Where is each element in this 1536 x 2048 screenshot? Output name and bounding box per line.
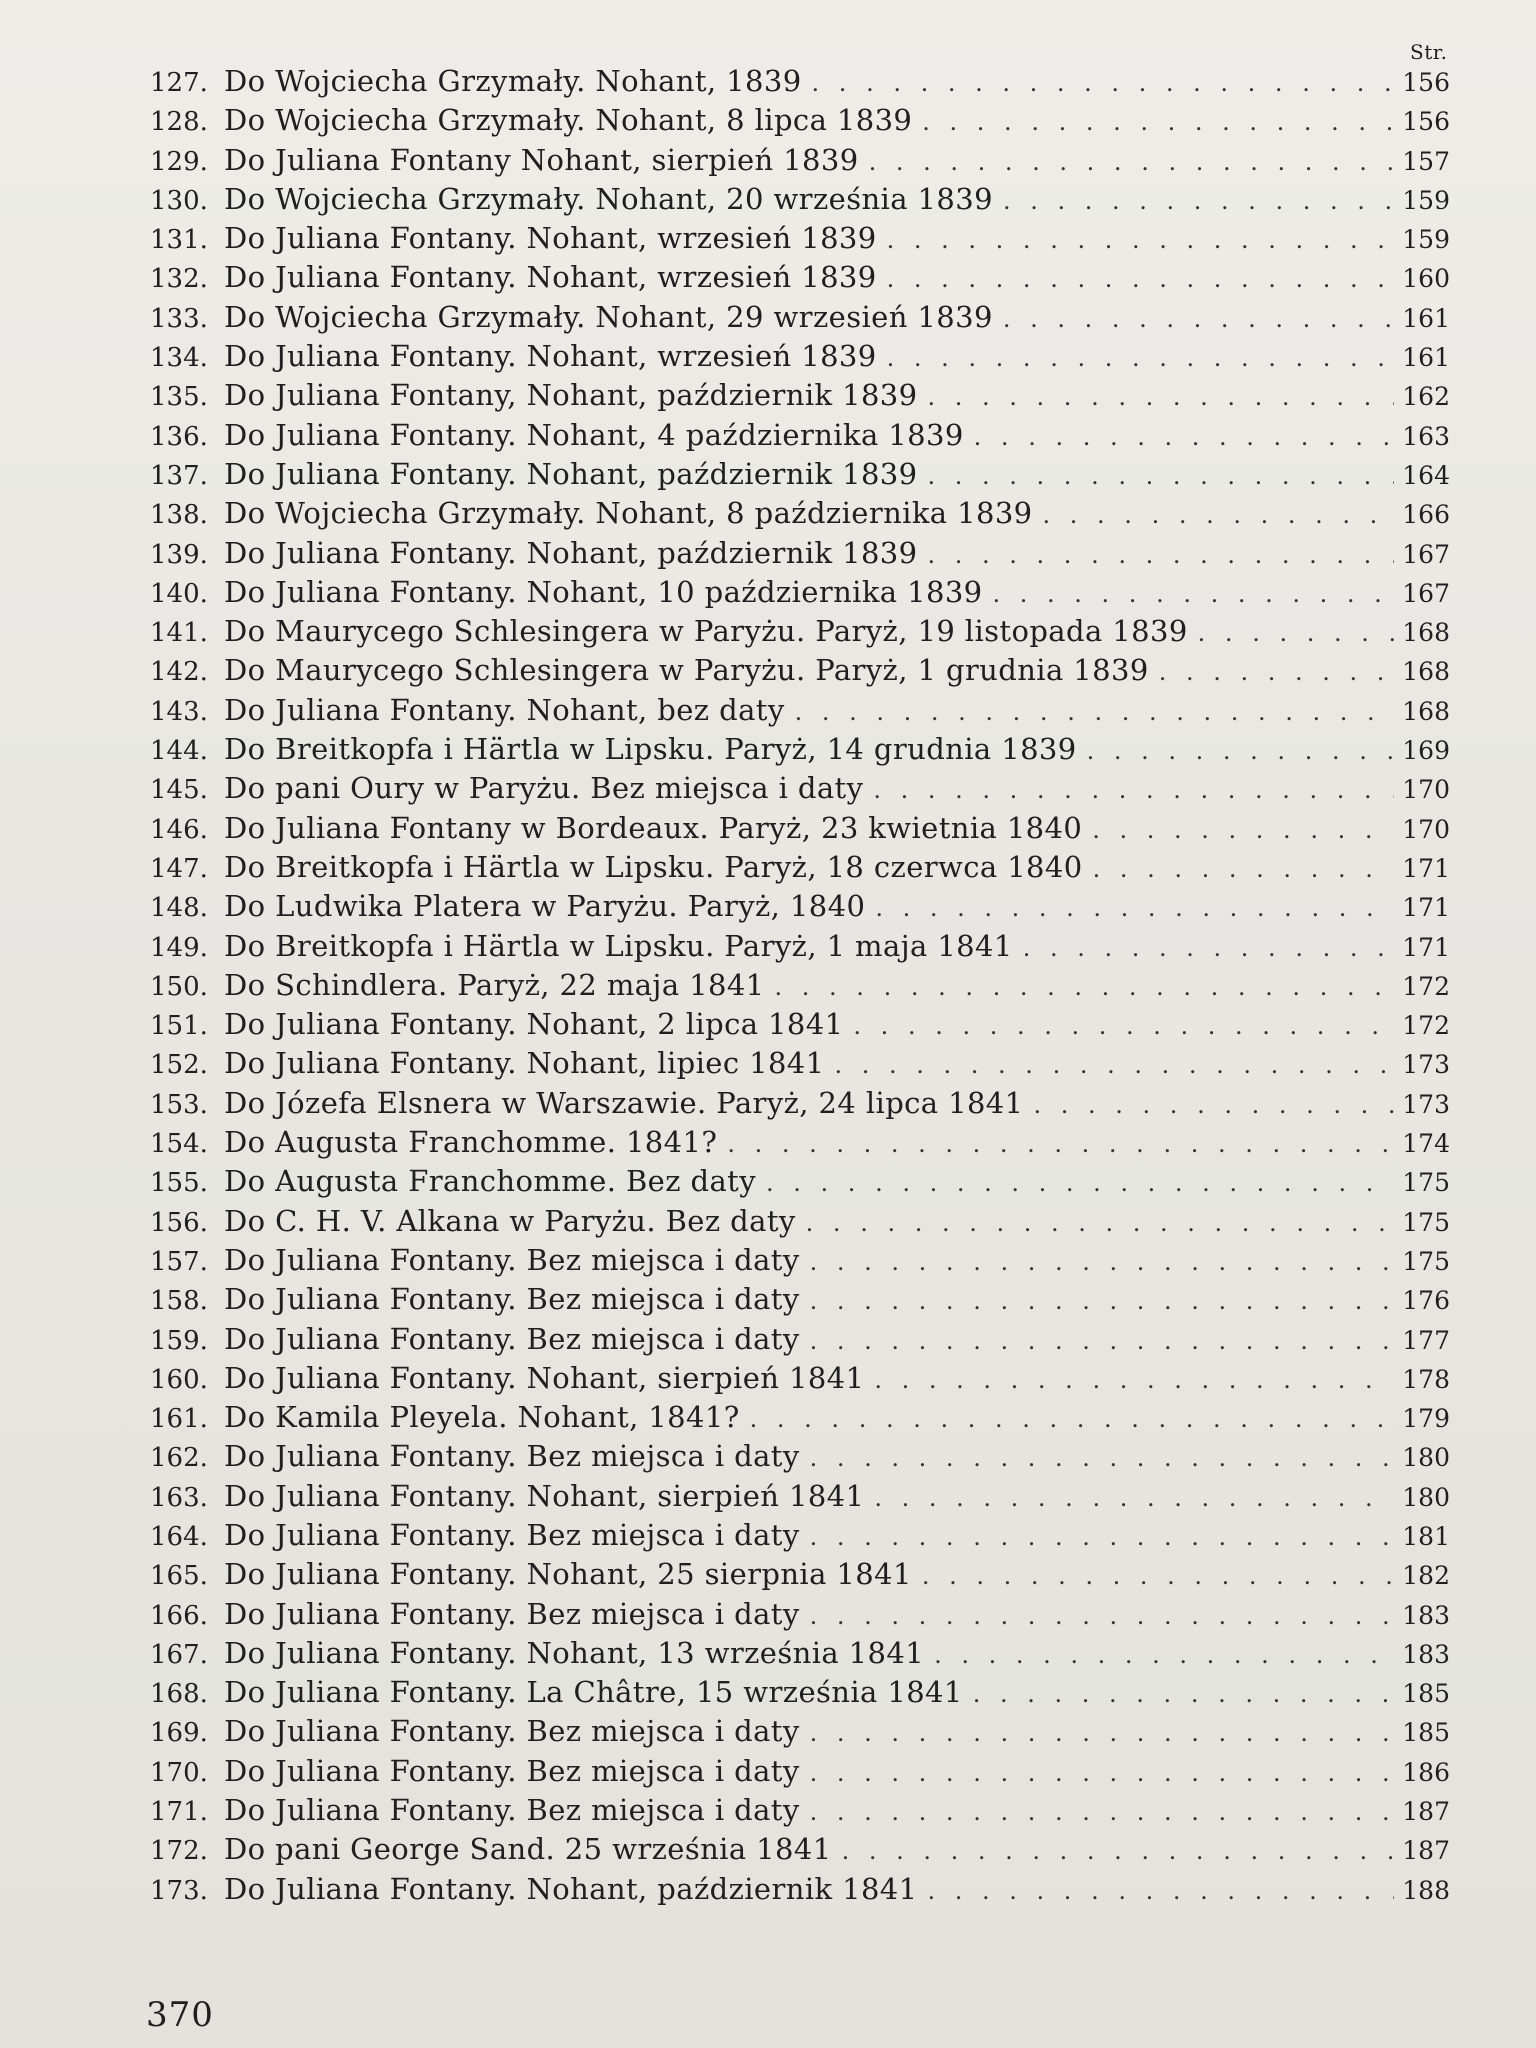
- entry-number: 162.: [150, 1443, 208, 1474]
- toc-entry: [150, 258, 1450, 297]
- entry-number: 132.: [150, 264, 208, 295]
- toc-entry: [150, 376, 1450, 415]
- entry-number: 141.: [150, 618, 208, 649]
- entry-page: 175: [1402, 1246, 1450, 1276]
- dot-leader: [922, 1557, 1394, 1594]
- toc-entry: [150, 1712, 1450, 1751]
- entry-title: Do Juliana Fontany. Nohant, 4 października 1839: [224, 417, 964, 452]
- toc-entry: [150, 494, 1450, 533]
- entry-page: 171: [1402, 932, 1450, 962]
- entry-page: 178: [1402, 1364, 1450, 1394]
- entry-title: Do Juliana Fontany. Bez miejsca i daty: [224, 1753, 800, 1788]
- toc-entry: [150, 1555, 1450, 1594]
- entry-page: 185: [1402, 1679, 1450, 1709]
- dot-leader: [750, 1400, 1394, 1437]
- entry-number: 153.: [150, 1089, 208, 1120]
- dot-leader: [1198, 614, 1394, 651]
- toc-entry: [150, 809, 1450, 848]
- toc-entry: [150, 1634, 1450, 1673]
- entry-number: 143.: [150, 696, 208, 727]
- dot-leader: [835, 1046, 1395, 1083]
- dot-leader: [812, 64, 1394, 101]
- entry-page: 176: [1402, 1286, 1450, 1316]
- entry-title: Do Juliana Fontany. Bez miejsca i daty: [224, 1439, 800, 1474]
- entry-title: Do pani Oury w Paryżu. Bez miejsca i daty: [224, 771, 864, 806]
- entry-page: 183: [1402, 1600, 1450, 1630]
- page-number: 370: [146, 1995, 214, 2035]
- dot-leader: [922, 103, 1394, 140]
- dot-leader: [810, 1518, 1394, 1555]
- entry-number: 131.: [150, 225, 208, 256]
- entry-page: 175: [1402, 1207, 1450, 1237]
- dot-leader: [1093, 850, 1394, 887]
- entry-title: Do Wojciecha Grzymały. Nohant, 1839: [224, 64, 802, 98]
- dot-leader: [727, 1125, 1394, 1162]
- entry-number: 159.: [150, 1325, 208, 1356]
- entry-number: 156.: [150, 1207, 208, 1238]
- entry-number: 150.: [150, 971, 208, 1002]
- toc-entry: [150, 1437, 1450, 1476]
- entry-page: 170: [1402, 814, 1450, 844]
- entry-number: 139.: [150, 539, 208, 570]
- toc-entry: [150, 298, 1450, 337]
- entry-title: Do Juliana Fontany. Bez miejsca i daty: [224, 1242, 800, 1277]
- entry-number: 158.: [150, 1286, 208, 1317]
- entry-page: 164: [1402, 460, 1450, 490]
- entry-number: 155.: [150, 1168, 208, 1199]
- entry-page: 179: [1402, 1404, 1450, 1434]
- toc-entry: [150, 1752, 1450, 1791]
- entry-number: 142.: [150, 657, 208, 688]
- entry-title: Do Wojciecha Grzymały. Nohant, 20 września 1839: [224, 181, 993, 216]
- entry-number: 136.: [150, 421, 208, 452]
- toc-entry: [150, 1005, 1450, 1044]
- entry-number: 163.: [150, 1482, 208, 1513]
- entry-page: 168: [1402, 657, 1450, 687]
- entry-title: Do Augusta Franchomme. Bez daty: [224, 1164, 757, 1199]
- dot-leader: [875, 889, 1394, 926]
- entry-page: 159: [1402, 185, 1450, 215]
- entry-number: 169.: [150, 1718, 208, 1749]
- entry-page: 162: [1402, 382, 1450, 412]
- dot-leader: [853, 1007, 1394, 1044]
- dot-leader: [795, 693, 1394, 730]
- dot-leader: [974, 418, 1394, 455]
- entry-title: Do Juliana Fontany. Nohant, 2 lipca 1841: [224, 1007, 844, 1042]
- entry-page: 170: [1402, 775, 1450, 805]
- entry-number: 164.: [150, 1521, 208, 1552]
- entry-title: Do Juliana Fontany. Nohant, 25 sierpnia 1841: [224, 1557, 912, 1592]
- dot-leader: [874, 1361, 1394, 1398]
- entry-number: 128.: [150, 107, 208, 138]
- entry-number: 172.: [150, 1836, 208, 1867]
- entry-number: 167.: [150, 1639, 208, 1670]
- entry-number: 134.: [150, 343, 208, 374]
- entry-number: 173.: [150, 1875, 208, 1906]
- toc-entry: [150, 1241, 1450, 1280]
- entry-title: Do Maurycego Schlesingera w Paryżu. Paryż, 19 listopada 1839: [224, 614, 1188, 649]
- toc-entry: [150, 62, 1450, 101]
- entry-page: 157: [1402, 146, 1450, 176]
- dot-leader: [1087, 732, 1394, 769]
- entry-page: 156: [1402, 68, 1450, 97]
- entry-page: 167: [1402, 578, 1450, 608]
- toc-entry: [150, 1084, 1450, 1123]
- entry-title: Do Juliana Fontany. Nohant, październik 1841: [224, 1871, 918, 1906]
- toc-entry: [150, 691, 1450, 730]
- toc-entry: [150, 1398, 1450, 1437]
- toc-entry: [150, 1044, 1450, 1083]
- entry-page: 160: [1402, 264, 1450, 294]
- entry-number: 166.: [150, 1600, 208, 1631]
- dot-leader: [810, 1597, 1394, 1634]
- entry-page: 169: [1402, 736, 1450, 766]
- entry-page: 159: [1402, 225, 1450, 255]
- toc-entry: [150, 927, 1450, 966]
- entry-page: 171: [1402, 853, 1450, 883]
- entry-title: Do Breitkopfa i Härtla w Lipsku. Paryż, 18 czerwca 1840: [224, 849, 1083, 884]
- entry-number: 161.: [150, 1404, 208, 1435]
- entry-page: 188: [1402, 1875, 1450, 1905]
- entry-title: Do Juliana Fontany. Bez miejsca i daty: [224, 1714, 800, 1749]
- entry-number: 146.: [150, 814, 208, 845]
- entry-title: Do Juliana Fontany. Bez miejsca i daty: [224, 1321, 800, 1356]
- entry-number: 170.: [150, 1757, 208, 1788]
- entry-title: Do Wojciecha Grzymały. Nohant, 29 wrzesień 1839: [224, 299, 993, 334]
- dot-leader: [928, 457, 1394, 494]
- entry-page: 161: [1402, 343, 1450, 373]
- entry-title: Do Wojciecha Grzymały. Nohant, 8 lipca 1839: [224, 103, 913, 138]
- toc-entry: [150, 1595, 1450, 1634]
- entry-title: Do Juliana Fontany. Nohant, wrzesień 1839: [224, 260, 877, 295]
- entry-number: 149.: [150, 932, 208, 963]
- dot-leader: [973, 1675, 1394, 1712]
- entry-title: Do Juliana Fontany, Nohant, październik 1839: [224, 378, 918, 413]
- entry-title: Do Juliana Fontany. Nohant, wrzesień 1839: [224, 339, 877, 374]
- entry-page: 156: [1402, 107, 1450, 137]
- entry-title: Do Breitkopfa i Härtla w Lipsku. Paryż, 1 maja 1841: [224, 928, 1013, 963]
- dot-leader: [810, 1243, 1394, 1280]
- entry-title: Do Schindlera. Paryż, 22 maja 1841: [224, 967, 765, 1002]
- entry-number: 127.: [150, 68, 208, 98]
- dot-leader: [1034, 1086, 1394, 1123]
- entry-title: Do Juliana Fontany. Bez miejsca i daty: [224, 1793, 800, 1828]
- toc-entry: [150, 1830, 1450, 1869]
- entry-page: 171: [1402, 893, 1450, 923]
- toc-entry: [150, 1162, 1450, 1201]
- entry-page: 174: [1402, 1129, 1450, 1159]
- entry-title: Do Augusta Franchomme. 1841?: [224, 1125, 718, 1160]
- toc-entry: [150, 455, 1450, 494]
- dot-leader: [806, 1204, 1394, 1241]
- toc-entry: [150, 848, 1450, 887]
- entry-number: 138.: [150, 500, 208, 531]
- entry-title: Do Juliana Fontany. Nohant, sierpień 1841: [224, 1360, 865, 1395]
- entry-page: 168: [1402, 696, 1450, 726]
- entry-page: 182: [1402, 1561, 1450, 1591]
- entry-page: 185: [1402, 1718, 1450, 1748]
- page-column-label: Str.: [1410, 40, 1448, 64]
- entry-title: Do Juliana Fontany. Nohant, bez daty: [224, 692, 785, 727]
- toc-entry: [150, 966, 1450, 1005]
- entry-number: 151.: [150, 1011, 208, 1042]
- dot-leader: [810, 1714, 1394, 1751]
- dot-leader: [810, 1322, 1394, 1359]
- entry-number: 130.: [150, 185, 208, 216]
- entry-number: 140.: [150, 578, 208, 609]
- entry-page: 173: [1402, 1050, 1450, 1080]
- entry-title: Do Juliana Fontany. Nohant, 13 września 1841: [224, 1635, 925, 1670]
- entry-title: Do Juliana Fontany. La Châtre, 15 września 1841: [224, 1675, 963, 1710]
- toc-entry: [150, 1870, 1450, 1909]
- toc-entry: [150, 769, 1450, 808]
- entry-title: Do Breitkopfa i Härtla w Lipsku. Paryż, 14 grudnia 1839: [224, 732, 1077, 767]
- entry-page: 187: [1402, 1836, 1450, 1866]
- entry-page: 180: [1402, 1443, 1450, 1473]
- dot-leader: [810, 1439, 1394, 1476]
- toc-entry: [150, 1477, 1450, 1516]
- dot-leader: [842, 1832, 1394, 1869]
- entry-title: Do Juliana Fontany. Nohant, 10 października 1839: [224, 574, 983, 609]
- entry-number: 157.: [150, 1246, 208, 1277]
- dot-leader: [928, 378, 1394, 415]
- entry-title: Do Kamila Pleyela. Nohant, 1841?: [224, 1400, 740, 1435]
- toc-entry: [150, 1123, 1450, 1162]
- toc-entry: [150, 1280, 1450, 1319]
- entry-title: Do Juliana Fontany w Bordeaux. Paryż, 23 kwietnia 1840: [224, 810, 1083, 845]
- entry-page: 161: [1402, 303, 1450, 333]
- entry-title: Do Juliana Fontany. Bez miejsca i daty: [224, 1282, 800, 1317]
- entry-title: Do Juliana Fontany. Nohant, wrzesień 1839: [224, 221, 877, 256]
- dot-leader: [1023, 929, 1394, 966]
- toc-entry: [150, 651, 1450, 690]
- entry-title: Do Juliana Fontany Nohant, sierpień 1839: [224, 142, 859, 177]
- entry-page: 180: [1402, 1482, 1450, 1512]
- table-of-contents: [150, 62, 1450, 1909]
- dot-leader: [887, 260, 1394, 297]
- dot-leader: [873, 771, 1394, 808]
- toc-entry: [150, 219, 1450, 258]
- entry-page: 168: [1402, 618, 1450, 648]
- entry-title: Do Ludwika Platera w Paryżu. Paryż, 1840: [224, 889, 866, 924]
- toc-entry: [150, 612, 1450, 651]
- toc-entry: [150, 1320, 1450, 1359]
- toc-entry: [150, 1791, 1450, 1830]
- dot-leader: [1003, 300, 1394, 337]
- toc-entry: [150, 1673, 1450, 1712]
- entry-number: 147.: [150, 853, 208, 884]
- entry-title: Do Juliana Fontany. Nohant, lipiec 1841: [224, 1046, 825, 1081]
- entry-page: 172: [1402, 1011, 1450, 1041]
- dot-leader: [810, 1282, 1394, 1319]
- toc-entry: [150, 416, 1450, 455]
- entry-page: 166: [1402, 500, 1450, 530]
- toc-entry: [150, 534, 1450, 573]
- toc-entry: [150, 887, 1450, 926]
- toc-entry: [150, 180, 1450, 219]
- dot-leader: [1043, 496, 1394, 533]
- entry-number: 168.: [150, 1679, 208, 1710]
- entry-page: 167: [1402, 539, 1450, 569]
- entry-title: Do Józefa Elsnera w Warszawie. Paryż, 24 lipca 1841: [224, 1085, 1024, 1120]
- toc-entry: [150, 1516, 1450, 1555]
- dot-leader: [928, 1872, 1394, 1909]
- dot-leader: [1159, 653, 1394, 690]
- toc-entry: [150, 141, 1450, 180]
- entry-page: 187: [1402, 1797, 1450, 1827]
- entry-number: 129.: [150, 146, 208, 177]
- dot-leader: [810, 1754, 1394, 1791]
- entry-number: 160.: [150, 1364, 208, 1395]
- entry-page: 186: [1402, 1757, 1450, 1787]
- entry-number: 165.: [150, 1561, 208, 1592]
- entry-page: 177: [1402, 1325, 1450, 1355]
- toc-entry: [150, 101, 1450, 140]
- entry-number: 148.: [150, 893, 208, 924]
- entry-title: Do C. H. V. Alkana w Paryżu. Bez daty: [224, 1203, 796, 1238]
- entry-number: 144.: [150, 736, 208, 767]
- entry-title: Do Juliana Fontany. Bez miejsca i daty: [224, 1517, 800, 1552]
- entry-title: Do Juliana Fontany. Nohant, październik 1839: [224, 456, 918, 491]
- entry-number: 133.: [150, 303, 208, 334]
- entry-number: 152.: [150, 1050, 208, 1081]
- toc-entry: [150, 1359, 1450, 1398]
- entry-number: 135.: [150, 382, 208, 413]
- entry-title: Do Maurycego Schlesingera w Paryżu. Paryż, 1 grudnia 1839: [224, 653, 1149, 688]
- toc-entry: [150, 1202, 1450, 1241]
- entry-number: 171.: [150, 1797, 208, 1828]
- dot-leader: [775, 968, 1394, 1005]
- entry-page: 183: [1402, 1639, 1450, 1669]
- entry-page: 173: [1402, 1089, 1450, 1119]
- entry-page: 172: [1402, 971, 1450, 1001]
- dot-leader: [869, 143, 1394, 180]
- entry-title: Do pani George Sand. 25 września 1841: [224, 1832, 832, 1867]
- toc-entry: [150, 573, 1450, 612]
- dot-leader: [928, 536, 1394, 573]
- entry-page: 181: [1402, 1521, 1450, 1551]
- entry-title: Do Juliana Fontany. Nohant, październik 1839: [224, 535, 918, 570]
- dot-leader: [934, 1636, 1394, 1673]
- entry-number: 137.: [150, 460, 208, 491]
- entry-title: Do Juliana Fontany. Nohant, sierpień 1841: [224, 1478, 865, 1513]
- entry-title: Do Wojciecha Grzymały. Nohant, 8 października 1839: [224, 496, 1033, 531]
- entry-number: 154.: [150, 1129, 208, 1160]
- dot-leader: [810, 1793, 1394, 1830]
- entry-title: Do Juliana Fontany. Bez miejsca i daty: [224, 1596, 800, 1631]
- toc-entry: [150, 337, 1450, 376]
- dot-leader: [887, 339, 1394, 376]
- dot-leader: [887, 221, 1394, 258]
- toc-entry: [150, 730, 1450, 769]
- dot-leader: [766, 1164, 1394, 1201]
- entry-page: 175: [1402, 1168, 1450, 1198]
- entry-page: 163: [1402, 421, 1450, 451]
- dot-leader: [993, 575, 1394, 612]
- dot-leader: [1092, 811, 1394, 848]
- entry-number: 145.: [150, 775, 208, 806]
- dot-leader: [1003, 182, 1394, 219]
- dot-leader: [874, 1479, 1394, 1516]
